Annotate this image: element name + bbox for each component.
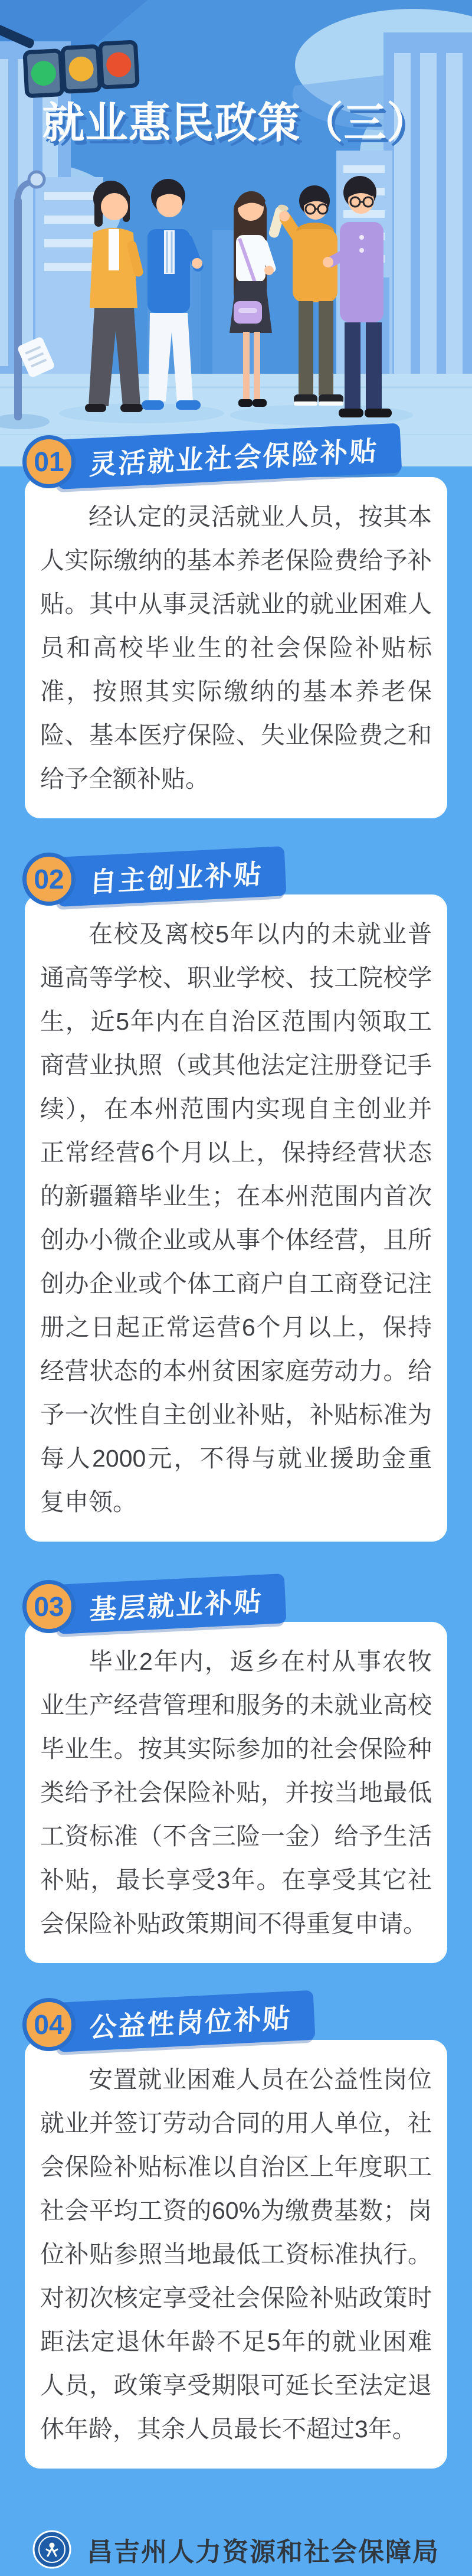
poster-title: 就业惠民政策（三） [42,100,430,147]
policy-section-3 [0,1580,472,1963]
footer-org-name: 昌吉州人力资源和社会保障局 [87,2538,440,2567]
section-header [22,1998,472,2055]
policy-text: 在校及离校5年以内的未就业普通高等学校、职业学校、技工院校学生，近5年内在自治区范围内领取工商营业执照（或其他法定注册登记手续），在本州范围内实现自主创业并正常经营6个月以上，保持经营状态的新疆籍毕业生；在本州范围内首次创办小微企业或从事个体经营，且所创办企业或个体工商户自工商登记注册之日起正常运营6个月以上，保持经营状态的本州贫困家庭劳动力。给予一次性自主创业补贴，补贴标准为每人2000元，不得与就业援助金重复申领。 [40,920,432,1516]
footer [0,2529,472,2570]
section-number-badge: 01 [22,435,76,488]
hero [0,0,472,466]
section-title-ribbon [55,846,287,907]
policy-card [25,477,447,818]
section-title-ribbon [55,1990,316,2052]
section-header [22,435,472,492]
policy-card [25,1622,447,1963]
section-title-ribbon [55,1573,287,1634]
section-title: 灵活就业社会保险补贴 [88,435,379,481]
section-header [22,853,472,909]
policy-content [0,435,472,2570]
bureau-seal-logo [32,2530,71,2569]
section-title: 自主创业补贴 [88,858,264,898]
policy-text: 安置就业困难人员在公益性岗位就业并签订劳动合同的用人单位，社会保险补贴标准以自治区上年度职工社会平均工资的60%为缴费基数；岗位补贴参照当地最低工资标准执行。对初次核定享受社会保险补贴政策时距法定退休年龄不足5年的就业困难人员，政策享受期限可延长至法定退休年龄，其余人员最长不超过3年。 [40,2066,432,2443]
section-number-badge: 04 [22,1998,76,2051]
policy-text: 经认定的灵活就业人员，按其本人实际缴纳的基本养老保险费给予补贴。其中从事灵活就业的就业困难人员和高校毕业生的社会保险补贴标准，按照其实际缴纳的基本养老保险、基本医疗保险、失业保险费之和给予全额补贴。 [40,503,432,792]
policy-card [25,2040,447,2469]
section-title: 基层就业补贴 [88,1585,264,1625]
policy-section-1 [0,435,472,818]
section-number-badge: 03 [22,1580,76,1633]
policy-card [25,894,447,1542]
section-header [22,1580,472,1637]
policy-text: 毕业2年内，返乡在村从事农牧业生产经营管理和服务的未就业高校毕业生。按其实际参加的社会保险种类给予社会保险补贴，并按当地最低工资标准（不含三险一金）给予生活补贴，最长享受3年。在享受其它社会保险补贴政策期间不得重复申请。 [40,1648,432,1937]
section-number-badge: 02 [22,853,76,906]
policy-section-4 [0,1998,472,2469]
section-title: 公益性岗位补贴 [88,2002,293,2043]
city-illustration [0,0,472,466]
policy-section-2 [0,853,472,1542]
